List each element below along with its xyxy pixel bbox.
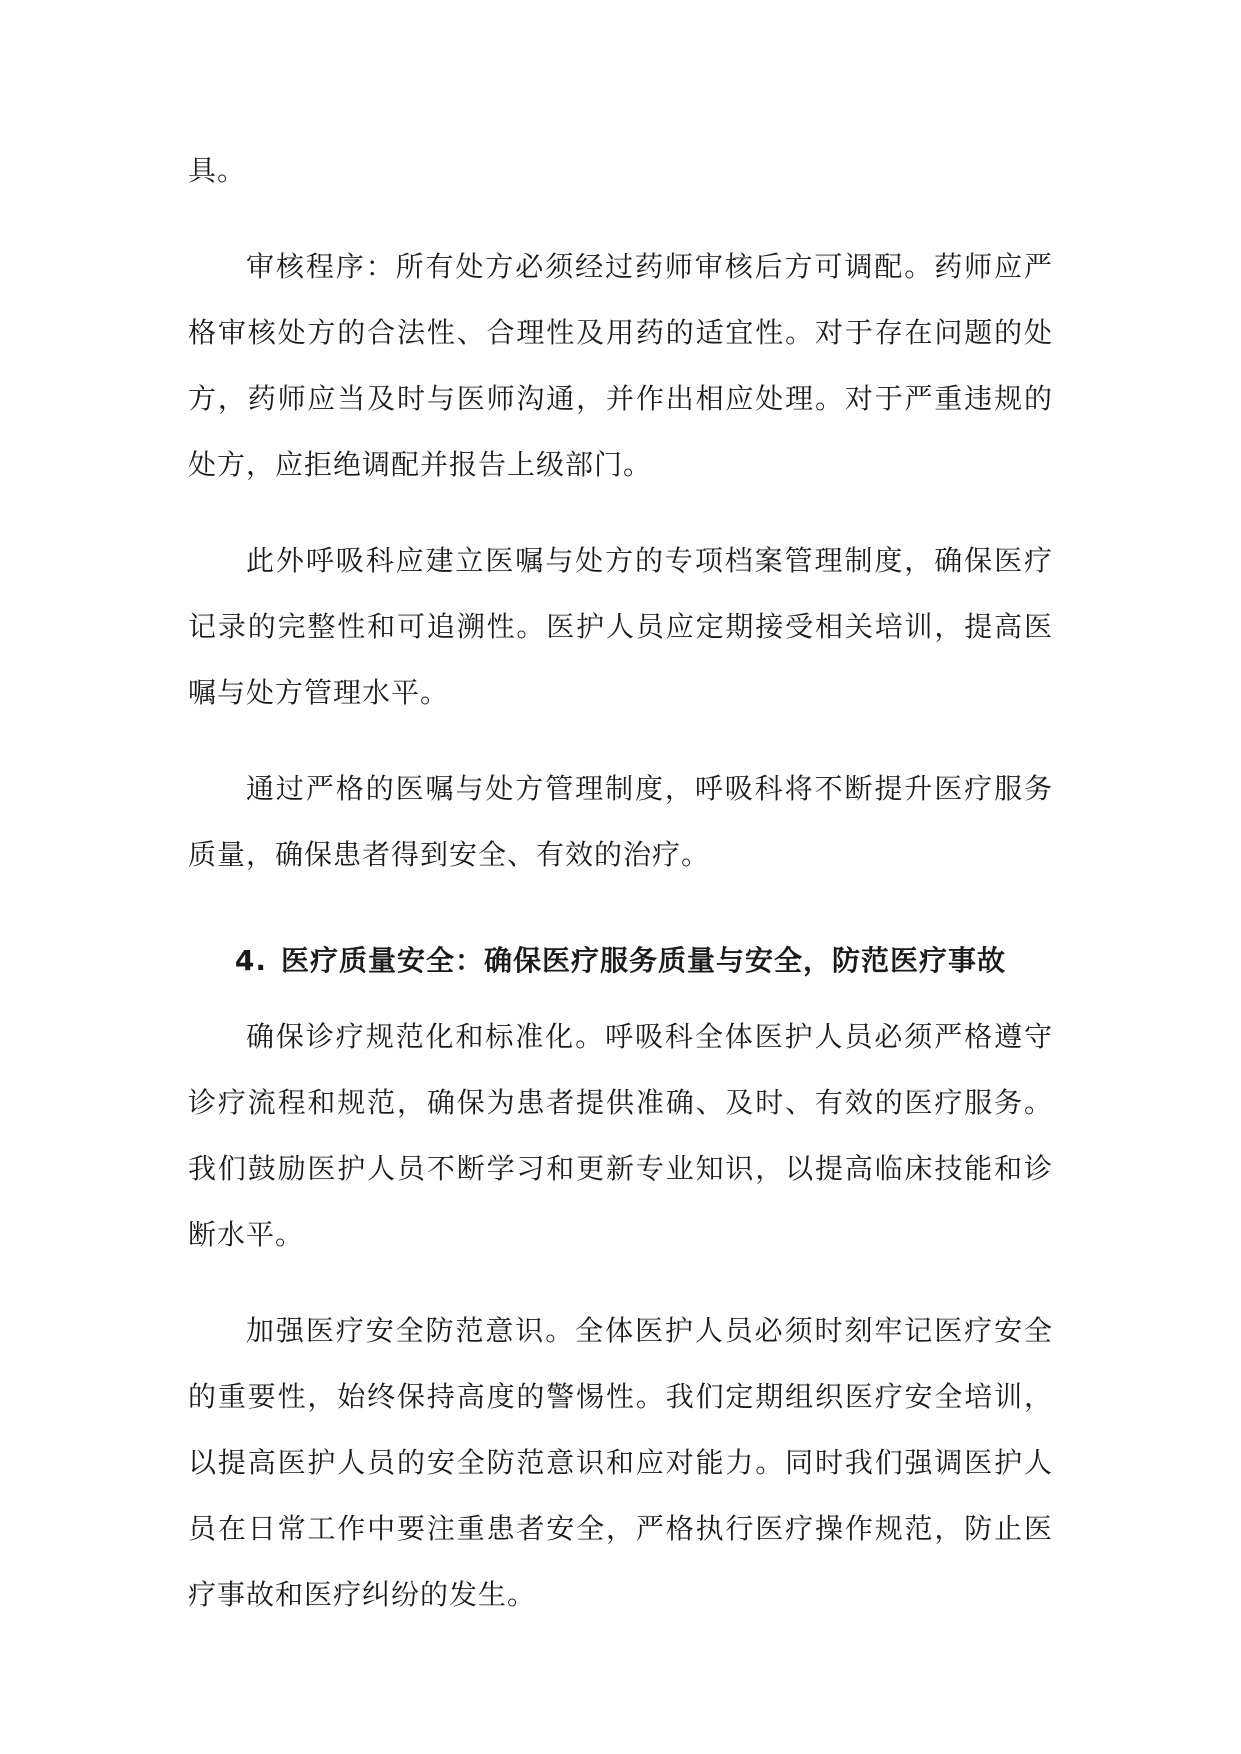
paragraph-safety-awareness: 加强医疗安全防范意识。全体医护人员必须时刻牢记医疗安全的重要性，始终保持高度的警惕性。我们定期组织医疗安全培训，以提高医护人员的安全防范意识和应对能力。同时我们强调医护人员在日常工作中要注重患者安全，严格执行医疗操作规范，防止医疗事故和医疗纠纷的发生。 [188,1314,1053,1611]
document-body [188,138,1053,1658]
paragraph-continuation: 具。 [188,154,247,187]
paragraph-archive-management: 此外呼吸科应建立医嘱与处方的专项档案管理制度，确保医疗记录的完整性和可追溯性。医护人员应定期接受相关培训，提高医嘱与处方管理水平。 [188,544,1053,709]
section-number: 4. [234,944,268,977]
section-title: 医疗质量安全：确保医疗服务质量与安全，防范医疗事故 [281,944,1007,977]
paragraph-review-procedure: 审核程序：所有处方必须经过药师审核后方可调配。药师应严格审核处方的合法性、合理性及用药的适宜性。对于存在问题的处方，药师应当及时与医师沟通，并作出相应处理。对于严重违规的处方，应拒绝调配并报告上级部门。 [188,250,1053,481]
paragraph-summary: 通过严格的医嘱与处方管理制度，呼吸科将不断提升医疗服务质量，确保患者得到安全、有效的治疗。 [188,772,1053,871]
section-heading [188,918,1053,1004]
paragraph-standardization: 确保诊疗规范化和标准化。呼吸科全体医护人员必须严格遵守诊疗流程和规范，确保为患者提供准确、及时、有效的医疗服务。我们鼓励医护人员不断学习和更新专业知识，以提高临床技能和诊断水平。 [188,1020,1053,1251]
